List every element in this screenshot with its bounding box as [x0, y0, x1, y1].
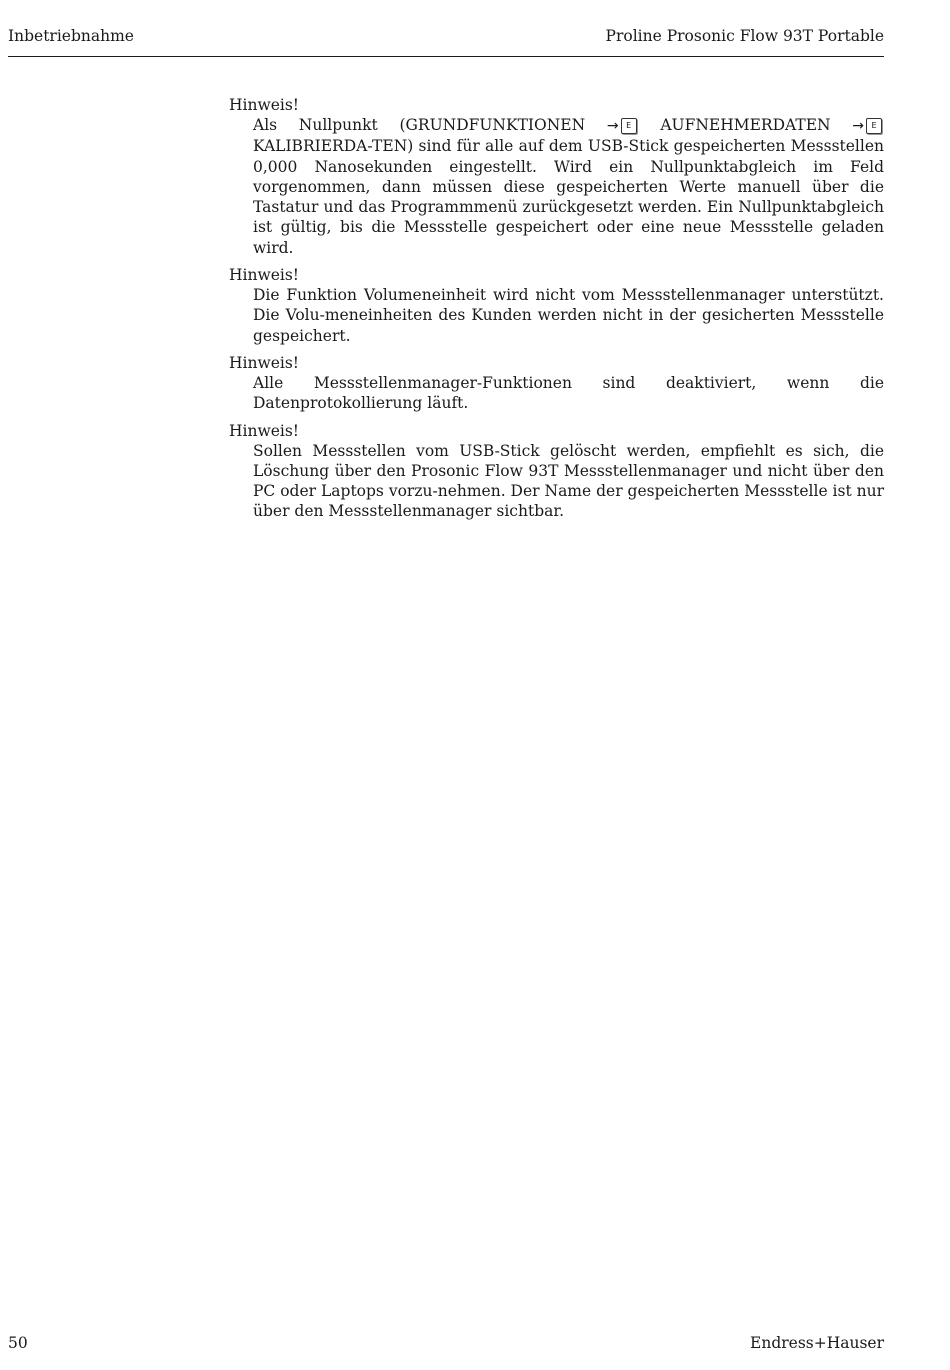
note-label: Hinweis!: [229, 266, 300, 285]
note-text: AUFNEHMERDATEN: [638, 116, 853, 134]
arrow-right-icon: →: [606, 118, 619, 134]
note-text: KALIBRIERDA-TEN) sind für alle auf dem USB-Stick gespeicherten Messstellen 0,000 Nanosekunden eingestellt. Wird ein Nullpunktabgleich im Feld vorgenommen, dann müssen diese gespeicherten Werte manuell über die Tastatur und das Programmmenü zurückgesetzt werden. Ein Nullpunktabgleich ist gültig, bis die Messstelle gespeichert oder eine neue Messstelle geladen wird.: [253, 137, 884, 257]
enter-key-icon: E: [866, 118, 882, 134]
section-title: Inbetriebnahme: [8, 27, 134, 45]
note-label: Hinweis!: [229, 353, 300, 372]
enter-key-icon: E: [621, 118, 637, 134]
note-data-logging: [229, 353, 884, 414]
note-body: [253, 115, 884, 258]
page-number: 50: [8, 1334, 28, 1352]
note-body: Sollen Messstellen vom USB-Stick gelöscht werden, empfiehlt es sich, die Löschung über den Prosonic Flow 93T Messstellenmanager und nicht über den PC oder Laptops vorzu-nehmen. Der Name der gespeicherten Messstelle ist nur über den Messstellenmanager sichtbar.: [253, 441, 884, 521]
note-body: Alle Messstellenmanager-Funktionen sind deaktiviert, wenn die Datenprotokollierung läuft.: [253, 373, 884, 413]
note-usb-delete: [229, 421, 884, 522]
note-volume-unit: [229, 265, 884, 346]
note-text: Als Nullpunkt (GRUNDFUNKTIONEN: [253, 116, 607, 134]
note-body: Die Funktion Volumeneinheit wird nicht vom Messstellenmanager unterstützt. Die Volu-meneinheiten des Kunden werden nicht in der gesicherten Messstelle gespeichert.: [253, 286, 884, 345]
arrow-right-icon: →: [852, 118, 865, 134]
main-content: [229, 95, 884, 529]
brand-name: Endress+Hauser: [750, 1334, 884, 1352]
note-label: Hinweis!: [229, 96, 300, 114]
note-label: Hinweis!: [229, 421, 300, 440]
note-zero-point: [229, 95, 884, 258]
page-header: [8, 26, 884, 57]
product-title: Proline Prosonic Flow 93T Portable: [605, 27, 884, 45]
